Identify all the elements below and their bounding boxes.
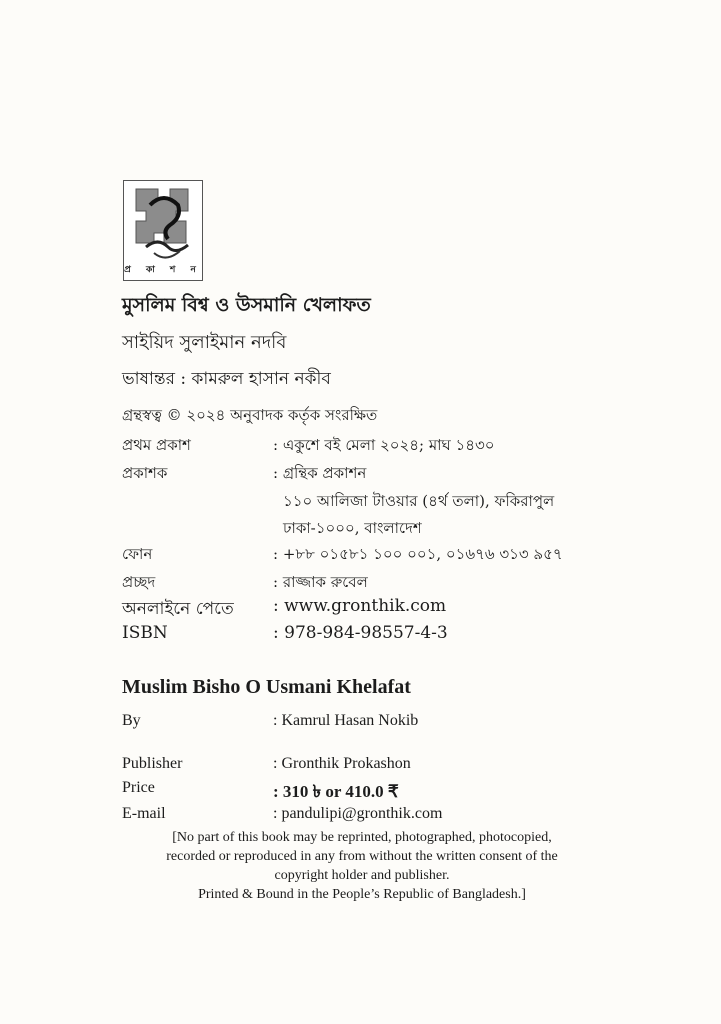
row-label: E-mail (122, 805, 166, 822)
row-label: Publisher (122, 755, 183, 772)
logo-caption: প্র কা শ ন (124, 265, 202, 275)
row-label: By (122, 712, 141, 729)
row-label: অনলাইনে পেতে (122, 599, 234, 619)
row-label: প্রচ্ছদ (122, 573, 156, 591)
row-value: : একুশে বই মেলা ২০২৪; মাঘ ১৪৩০ (273, 436, 495, 454)
row-value: : Kamrul Hasan Nokib (273, 712, 419, 729)
notice-line: copyright holder and publisher. (274, 868, 450, 883)
bangla-author: সাইয়িদ সুলাইমান নদবি (122, 332, 287, 353)
notice-line: Printed & Bound in the People’s Republic of Bangladesh.] (198, 887, 526, 902)
row-label: ফোন (122, 545, 153, 563)
bangla-book-title: মুসলিম বিশ্ব ও উসমানি খেলাফত (122, 294, 371, 316)
publisher-logo (123, 180, 203, 281)
rights-notice (122, 828, 602, 904)
row-value: : +৮৮ ০১৫৮১ ১০০ ০০১, ০১৬৭৬ ৩১৩ ৯৫৭ (273, 545, 563, 563)
email-link[interactable]: : pandulipi@gronthik.com (273, 805, 443, 822)
row-value: : 978-984-98557-4-3 (273, 623, 448, 643)
price-value: : 310 ৳ or 410.0 ₹ (273, 782, 399, 801)
notice-line: recorded or reproduced in any from without the written consent of the (166, 849, 558, 864)
website-link[interactable]: : www.gronthik.com (273, 596, 447, 616)
row-value: : রাজ্জাক রুবেল (273, 573, 368, 591)
english-book-title: Muslim Bisho O Usmani Khelafat (122, 676, 411, 698)
row-value: ঢাকা-১০০০, বাংলাদেশ (283, 519, 422, 537)
bangla-translator: ভাষান্তর : কামরুল হাসান নকীব (122, 369, 331, 389)
row-label: ISBN (122, 623, 168, 643)
row-label: প্রথম প্রকাশ (122, 436, 191, 454)
row-label: Price (122, 779, 155, 796)
row-label: প্রকাশক (122, 464, 168, 482)
row-value: : Gronthik Prokashon (273, 755, 411, 772)
row-value: : গ্রন্থিক প্রকাশন (273, 464, 367, 482)
row-value: ১১০ আলিজা টাওয়ার (৪র্থ তলা), ফকিরাপুল (283, 492, 555, 510)
bangla-copyright: গ্রন্থস্বত্ব © ২০২৪ অনুবাদক কর্তৃক সংরক্ষিত (122, 406, 378, 424)
notice-line: [No part of this book may be reprinted, photographed, photocopied, (172, 830, 552, 845)
